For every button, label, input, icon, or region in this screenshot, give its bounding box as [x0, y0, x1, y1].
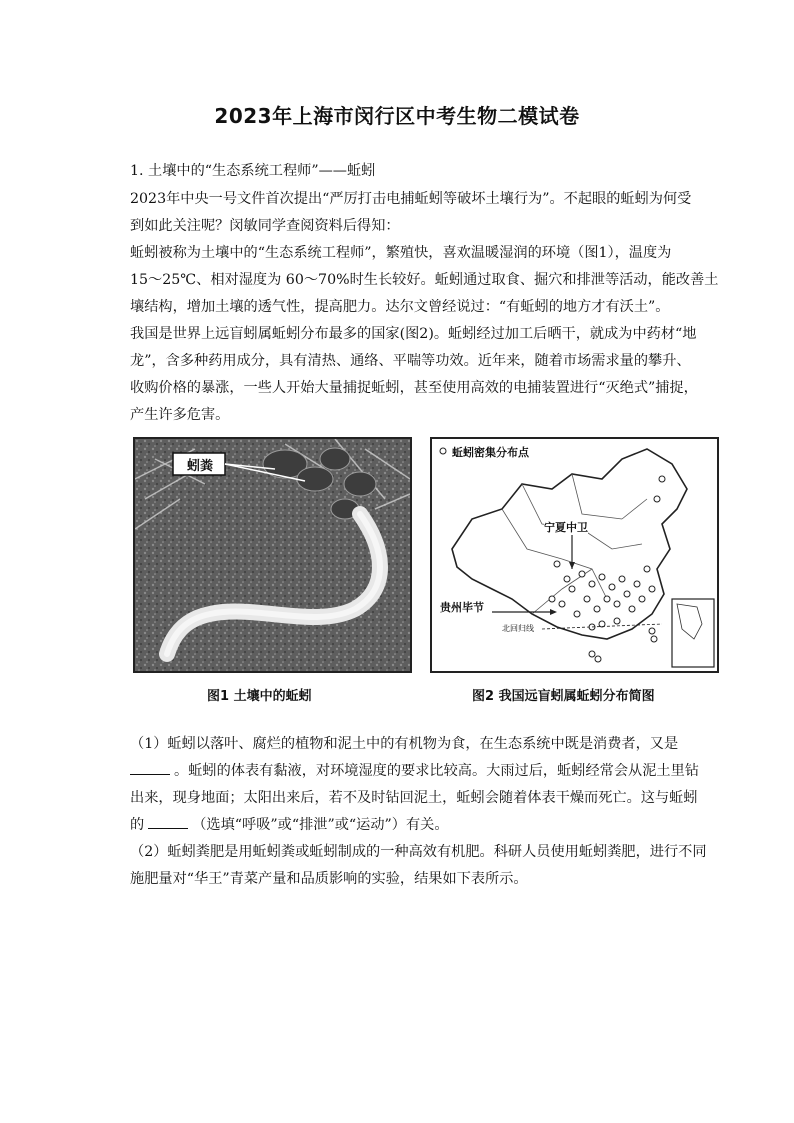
- sub1-text: 的: [130, 817, 145, 833]
- sub1-line: （1）蚯蚓以落叶、腐烂的植物和泥土中的有机物为食，在生态系统中既是消费者，又是: [130, 736, 679, 752]
- answer-blank[interactable]: [130, 762, 170, 775]
- intro-line: 产生许多危害。: [130, 407, 230, 423]
- map-legend: 蚯蚓密集分布点: [452, 446, 529, 459]
- sub1-text: 。蚯蚓的体表有黏液，对环境湿度的要求比较高。大雨过后，蚯蚓经常会从泥土里钻: [174, 763, 699, 779]
- intro-line: 壤结构，增加土壤的透气性，提高肥力。达尔文曾经说过：“有蚯蚓的地方才有沃土”。: [130, 299, 670, 315]
- sub1-text: （选填“呼吸”或“排泄”或“运动”）有关。: [192, 817, 449, 833]
- ningxia-label: 宁夏中卫: [544, 521, 588, 534]
- answer-blank[interactable]: [148, 816, 188, 829]
- china-map-illustration: [432, 439, 717, 671]
- figure-1-caption: 图1 土壤中的蚯蚓: [207, 689, 312, 704]
- tropic-label: 北回归线: [502, 624, 534, 633]
- intro-line: 蚯蚓被称为土壤中的“生态系统工程师”，繁殖快，喜欢温暖湿润的环境（图1），温度为: [130, 245, 672, 261]
- figure-2-distribution-map: [430, 437, 719, 673]
- sub1-line: [130, 814, 690, 834]
- intro-line: 15～25℃、相对湿度为 60～70%时生长较好。蚯蚓通过取食、掘穴和排泄等活动，能改善土: [130, 272, 719, 288]
- intro-line: 我国是世界上远盲蚓属蚯蚓分布最多的国家(图2)。蚯蚓经过加工后晒干，就成为中药材“地: [130, 326, 697, 342]
- figure-2-caption: 图2 我国远盲蚓属蚯蚓分布简图: [472, 689, 655, 704]
- question-heading: 1. 土壤中的“生态系统工程师”——蚯蚓: [130, 163, 376, 179]
- page-title: 2023年上海市闵行区中考生物二模试卷: [214, 104, 580, 128]
- intro-line: 收购价格的暴涨，一些人开始大量捕捉蚯蚓，甚至使用高效的电捕装置进行“灭绝式”捕捉，: [130, 380, 698, 396]
- sub2-line: 施肥量对“华王”青菜产量和品质影响的实验，结果如下表所示。: [130, 871, 528, 887]
- intro-line: 2023年中央一号文件首次提出“严厉打击电捕蚯蚓等破坏土壤行为”。不起眼的蚯蚓为何受: [130, 191, 692, 207]
- sub1-line: 出来，现身地面；太阳出来后，若不及时钻回泥土，蚯蚓会随着体表干燥而死亡。这与蚯蚓: [130, 790, 698, 806]
- worm-castings-label: 蚓粪: [186, 459, 213, 474]
- sub1-line: [130, 760, 699, 780]
- intro-line: 龙”，含多种药用成分，具有清热、通络、平喘等功效。近年来，随着市场需求量的攀升、: [130, 353, 691, 369]
- figure-1-earthworm-photo: [133, 437, 412, 673]
- guizhou-label: 贵州毕节: [440, 601, 484, 614]
- sub2-line: （2）蚯蚓粪肥是用蚯蚓粪或蚯蚓制成的一种高效有机肥。科研人员使用蚯蚓粪肥，进行不同: [130, 844, 707, 860]
- intro-line: 到如此关注呢？闵敏同学查阅资料后得知：: [130, 218, 400, 234]
